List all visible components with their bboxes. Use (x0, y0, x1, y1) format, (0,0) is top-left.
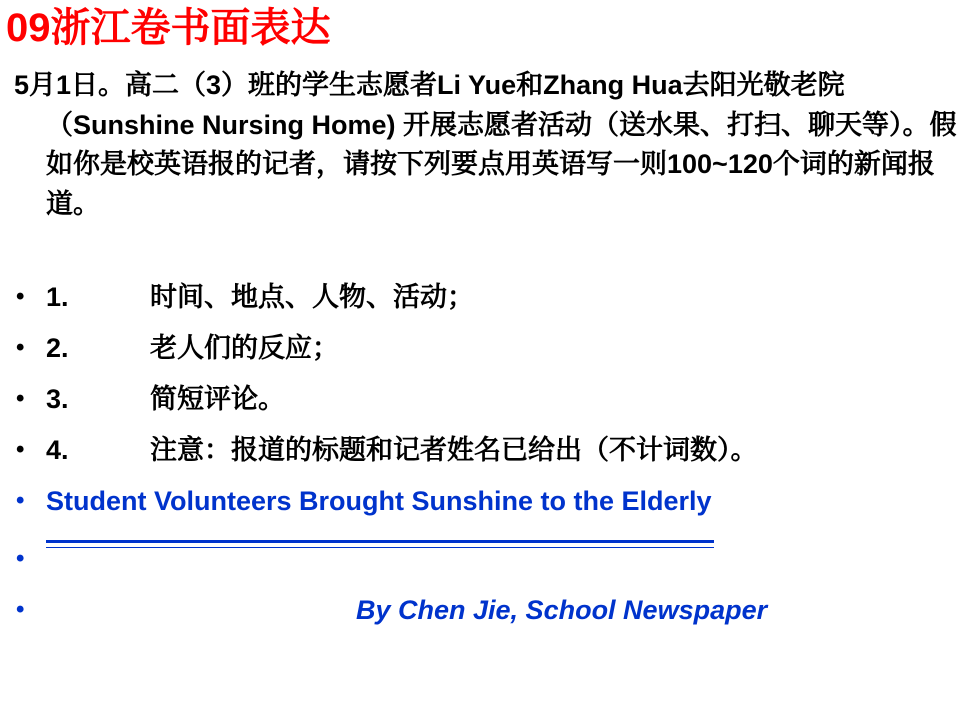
list-item (16, 591, 936, 629)
answer-line (46, 540, 714, 548)
list-item (16, 278, 936, 316)
list-item (16, 380, 936, 418)
list-item (16, 329, 936, 367)
item-text: 注意：报道的标题和记者姓名已给出（不计词数）。 (150, 435, 758, 465)
list-item (16, 431, 936, 469)
item-number: 4. (46, 435, 69, 465)
item-number: 1. (46, 282, 69, 312)
item-text: 时间、地点、人物、活动； (150, 282, 474, 312)
bullet-icon: • (16, 334, 25, 361)
bullet-icon: • (16, 545, 25, 572)
task-description: 5月1日。高二（3）班的学生志愿者Li Yue和Zhang Hua去阳光敬老院（Sunshine Nursing Home) 开展志愿者活动（送水果、打扫、聊天等）。假如你是校英语报的记者，请按下列要点用英语写一则100~120个词的新闻报道。 (14, 70, 957, 219)
item-text: 老人们的反应； (150, 333, 339, 363)
bullet-list (16, 278, 936, 642)
bullet-icon: • (16, 283, 25, 310)
bullet-icon: • (16, 436, 25, 463)
slide-title: 09浙江卷书面表达 (6, 6, 331, 50)
bullet-icon: • (16, 385, 25, 412)
item-number: 3. (46, 384, 69, 414)
item-text: 简短评论。 (150, 384, 285, 414)
byline-text: By Chen Jie, School Newspaper (356, 595, 768, 625)
item-number: 2. (46, 333, 69, 363)
list-item (16, 482, 936, 520)
headline-text: Student Volunteers Brought Sunshine to the Elderly (46, 486, 712, 516)
bullet-icon: • (16, 487, 25, 514)
list-item (16, 540, 936, 578)
bullet-icon: • (16, 596, 25, 623)
